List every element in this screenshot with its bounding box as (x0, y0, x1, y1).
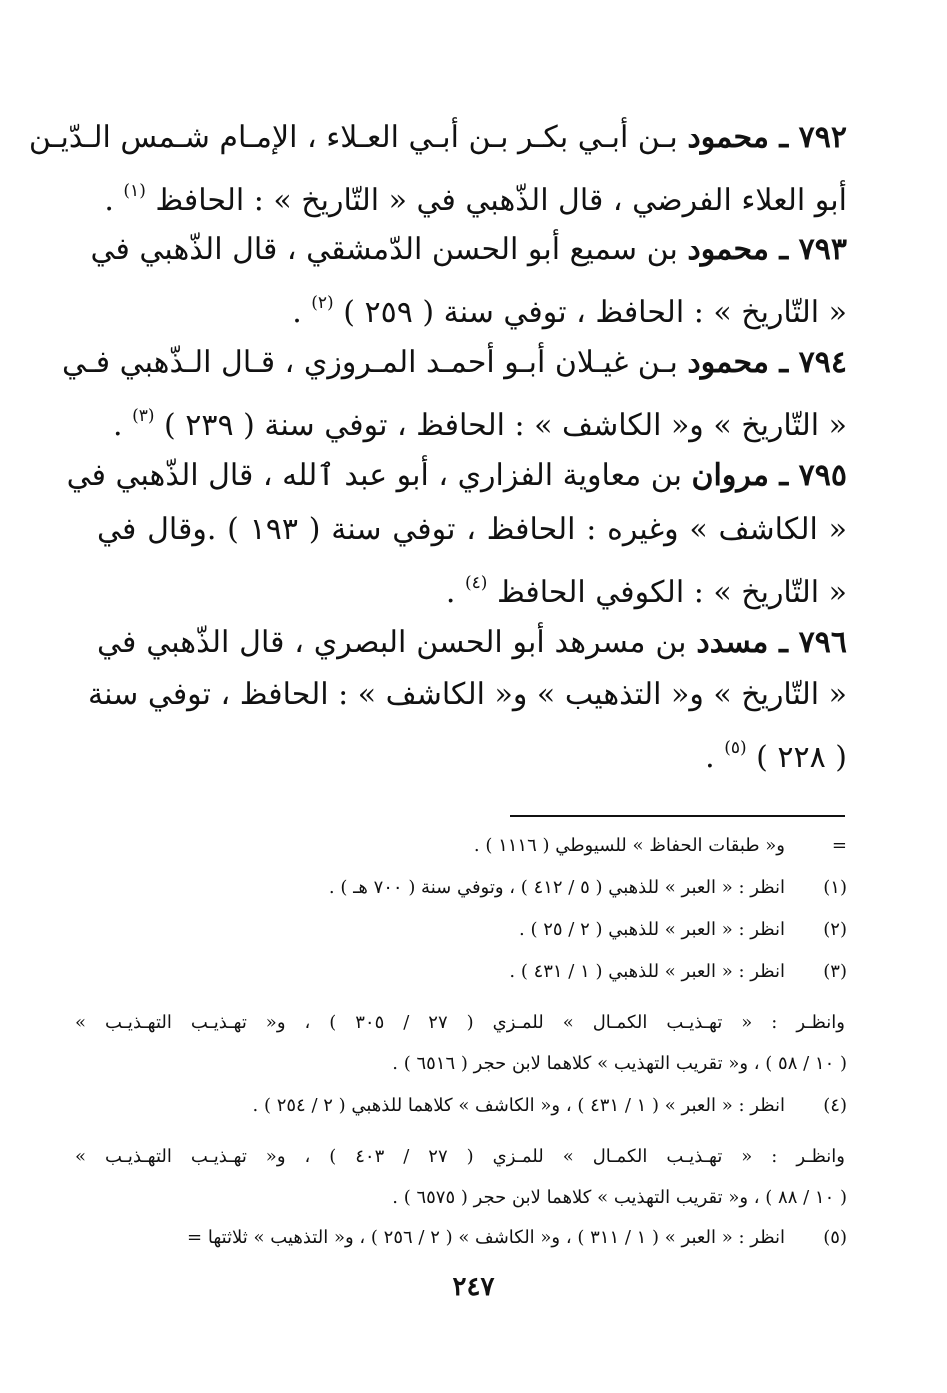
footnote-text: و« طبقات الحفاظ » للسيوطي ( ١١١٦ ) . (473, 835, 785, 856)
footnote-number: (١) (823, 877, 847, 898)
footnote-text: انظر : « العبر » للذهبي ( ١ / ٤٣١ ) . (509, 961, 785, 982)
footnote-ref[interactable]: (٣) (132, 406, 155, 426)
footnote-text: وانظـر : « تهـذيـب الكمـال » للمـزي ( ٢٧ / ٤٠٣ ) ، و« تهـذيـب التهـذيـب » (75, 1146, 845, 1167)
footnote-text: انظر : « العبر » ( ١ / ٤٣١ ) ، و« الكاشف » كلاهما للذهبي ( ٢ / ٢٥٤ ) . (252, 1095, 785, 1116)
entry-text: بن معاوية الفزاري ، أبو عبد ٱلله ، قال الذّهبي في (66, 458, 692, 493)
entry-text: . (113, 408, 133, 443)
footnote-text: ( ١٠ / ٨٨ ) ، و« تقريب التهذيب » كلاهما لابن حجر ( ٦٥٧٥ ) . (392, 1187, 847, 1208)
footnote-4 (87, 1086, 847, 1126)
entry-text: « التّاريخ » : الحافظ ، توفي سنة ( ٢٥٩ ) (343, 295, 847, 330)
entry-number: ٧٩٦ (798, 625, 847, 660)
entry-text: بـن غيـلان أبـو أحمـد المـروزي ، قـال الـذّهبي فـي (61, 345, 688, 380)
entry-794-line-2 (97, 388, 847, 444)
entry-text: بن سميع أبو الحسن الدّمشقي ، قال الذّهبي في (90, 232, 688, 267)
footnote-continued (87, 826, 847, 866)
footnote-1 (87, 868, 847, 908)
entry-name: محمود (687, 120, 769, 155)
entry-number: ٧٩٢ (798, 120, 847, 155)
entry-text: ( ٢٢٨ ) (756, 740, 847, 775)
entry-number: ٧٩٤ (798, 345, 847, 380)
footnote-ref[interactable]: (٢) (311, 293, 334, 313)
footnote-separator (510, 815, 845, 817)
footnote-ref[interactable]: (٥) (724, 738, 747, 758)
entry-text: . (104, 183, 124, 218)
entry-number: ٧٩٣ (798, 232, 847, 267)
entry-793-line-2 (97, 275, 847, 331)
entry-text: « التّاريخ » : الكوفي الحافظ (496, 575, 847, 610)
footnote-4-continuation (87, 1178, 847, 1218)
entry-text: بـن أبـي بكـر بـن أبـي العـلاء ، الإمـام شـمس الـدّيـن (28, 120, 688, 155)
continuation-mark: = (831, 835, 847, 856)
entry-795-line-3 (97, 555, 847, 611)
entry-792-line-2 (97, 163, 847, 219)
entry-795-line-2 (97, 502, 847, 558)
entry-794-line-1: ٧٩٤ ـ محمود بـن غيـلان أبـو أحمـد المـروزي ، قـال الـذّهبي فـي (61, 345, 847, 380)
entry-name: محمود (687, 345, 769, 380)
footnote-number: (٤) (823, 1095, 847, 1116)
entry-792-line-1: ٧٩٢ ـ محمود بـن أبـي بكـر بـن أبـي العـلاء ، الإمـام شـمس الـدّيـن (28, 120, 847, 155)
footnote-5 (87, 1218, 847, 1258)
entry-name: مروان (691, 458, 769, 493)
entry-text: « الكاشف » وغيره : الحافظ ، توفي سنة ( ١٩٣ ) .وقال في (97, 512, 847, 547)
entry-number: ٧٩٥ (798, 458, 847, 493)
footnote-text: ( ١٠ / ٥٨ ) ، و« تقريب التهذيب » كلاهما لابن حجر ( ٦٥١٦ ) . (392, 1053, 847, 1074)
footnote-4-continuation (75, 1137, 845, 1177)
footnote-ref[interactable]: (١) (123, 181, 146, 201)
entry-text: « التّاريخ » و« التذهيب » و« الكاشف » : الحافظ ، توفي سنة (88, 677, 847, 712)
entry-796-line-2 (88, 667, 847, 723)
footnote-3 (87, 952, 847, 992)
entry-text: أبو العلاء الفرضي ، قال الذّهبي في « التّاريخ » : الحافظ (155, 183, 847, 218)
entry-text: . (445, 575, 465, 610)
footnote-3-continuation (75, 1003, 845, 1043)
footnote-text: وانظـر : « تهـذيـب الكمـال » للمـزي ( ٢٧ / ٣٠٥ ) ، و« تهـذيـب التهـذيـب » (75, 1012, 845, 1033)
entry-text: بن مسرهد أبو الحسن البصري ، قال الذّهبي في (97, 625, 697, 660)
entry-793-line-1: ٧٩٣ ـ محمود بن سميع أبو الحسن الدّمشقي ، قال الذّهبي في (90, 232, 847, 267)
footnote-2 (87, 910, 847, 950)
footnote-text: انظر : « العبر » ( ١ / ٣١١ ) ، و« الكاشف » ( ٢ / ٢٥٦ ) ، و« التذهيب » ثلاثتها = (187, 1227, 785, 1248)
entry-796-line-1: ٧٩٦ ـ مسدد بن مسرهد أبو الحسن البصري ، قال الذّهبي في (97, 625, 847, 660)
footnote-number: (٣) (823, 961, 847, 982)
footnote-number: (٢) (823, 919, 847, 940)
entry-text: « التّاريخ » و« الكاشف » : الحافظ ، توفي سنة ( ٢٣٩ ) (164, 408, 847, 443)
footnote-number: (٥) (823, 1227, 847, 1248)
footnote-3-continuation (87, 1044, 847, 1084)
entry-name: مسدد (696, 625, 769, 660)
entry-text: . (705, 740, 725, 775)
footnote-ref[interactable]: (٤) (464, 573, 488, 593)
page-number: ٢٤٧ (452, 1272, 495, 1302)
entry-795-line-1: ٧٩٥ ـ مروان بن معاوية الفزاري ، أبو عبد ٱلله ، قال الذّهبي في (66, 458, 847, 493)
footnote-text: انظر : « العبر » للذهبي ( ٥ / ٤١٢ ) ، وتوفي سنة ( ٧٠٠ هـ ) . (328, 877, 785, 898)
entry-796-line-3 (97, 720, 847, 776)
entry-name: محمود (687, 232, 769, 267)
footnote-text: انظر : « العبر » للذهبي ( ٢ / ٢٥ ) . (519, 919, 785, 940)
entry-text: . (292, 295, 312, 330)
